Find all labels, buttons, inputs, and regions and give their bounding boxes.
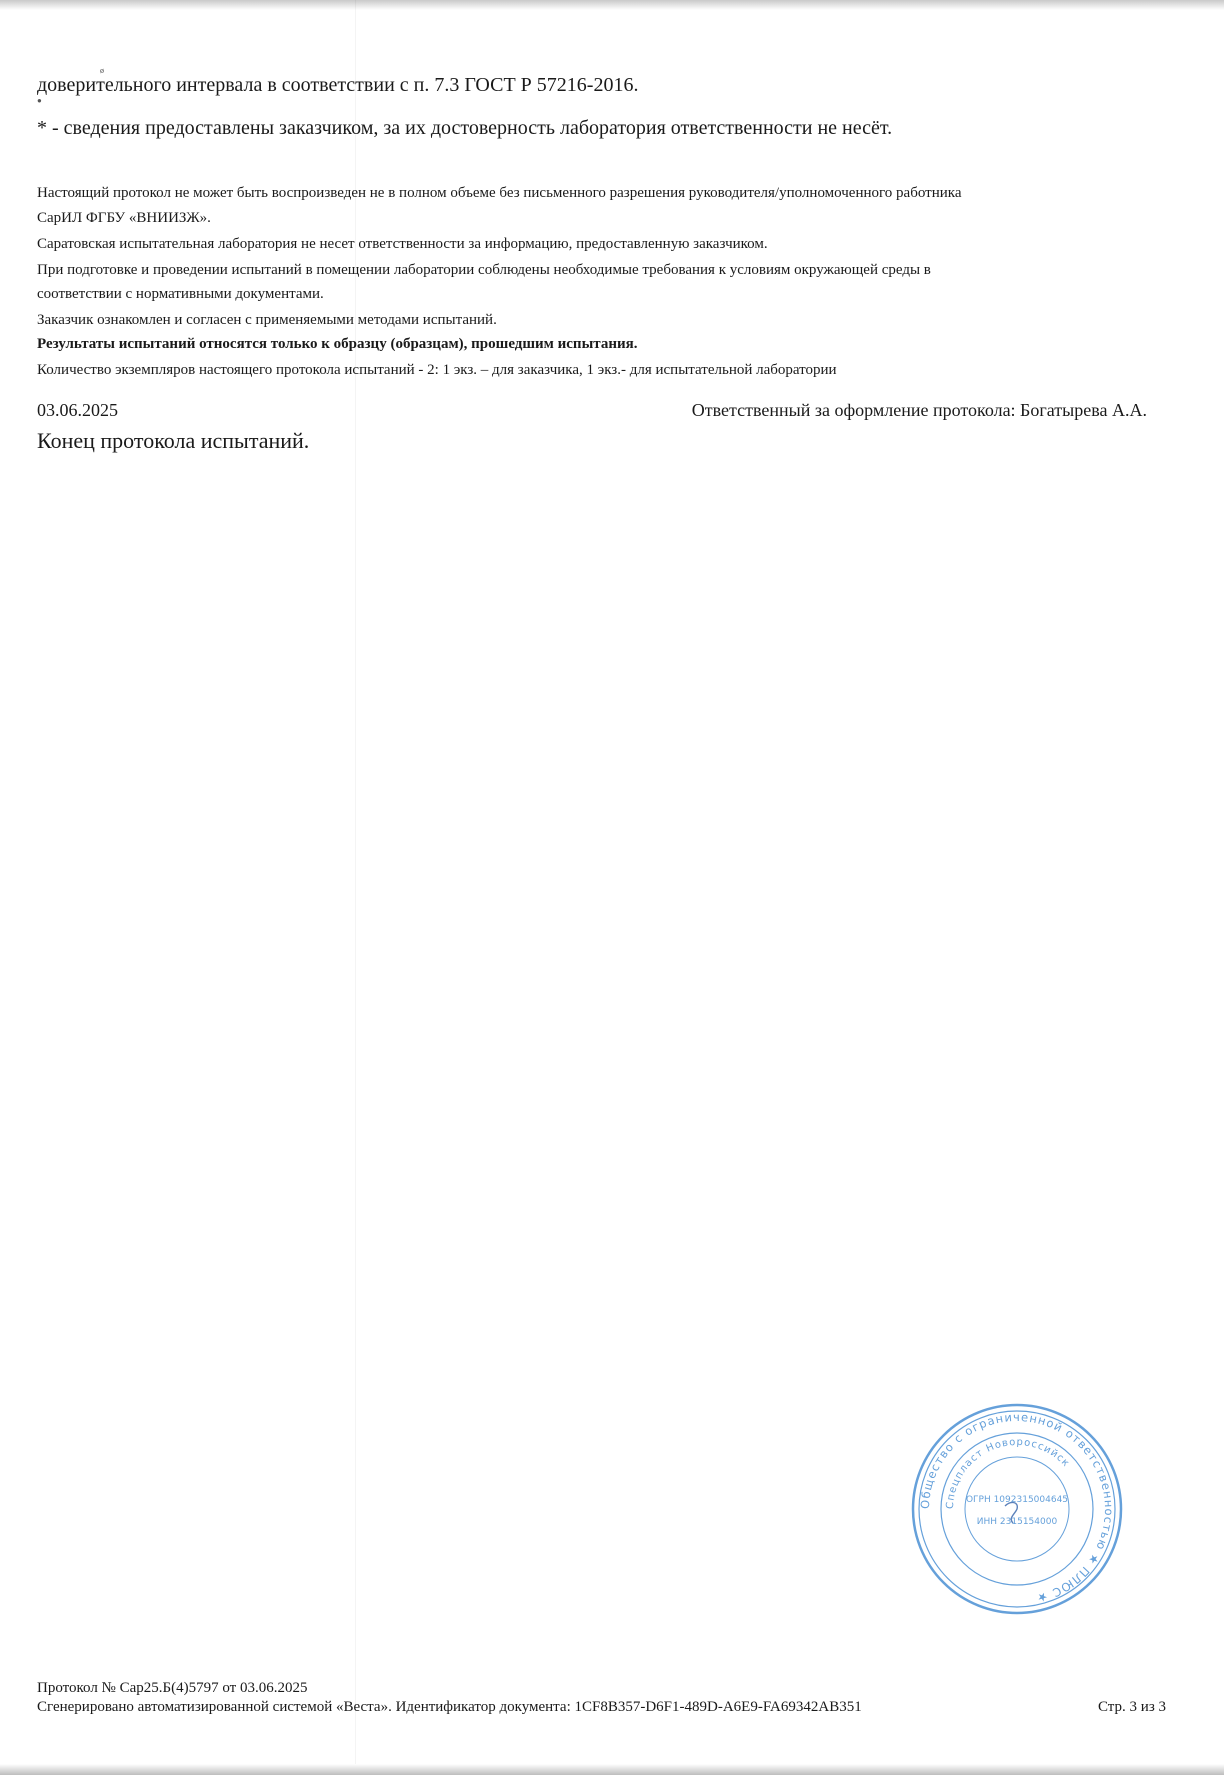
seal-inn: ИНН 2315154000 xyxy=(976,1517,1058,1527)
scan-mark: ● xyxy=(37,96,42,105)
note-results: Результаты испытаний относятся только к образцу (образцам), прошедшим испытания. xyxy=(37,336,638,352)
note-reproduction-cont: СарИЛ ФГБУ «ВНИИЗЖ». xyxy=(37,210,211,226)
seal-ogrn: ОГРН 1092315004645 xyxy=(965,1495,1069,1505)
note-methods: Заказчик ознакомлен и согласен с применяемыми методами испытаний. xyxy=(37,312,497,328)
protocol-end: Конец протокола испытаний. xyxy=(37,428,310,453)
footer-generated: Сгенерировано автоматизированной системой «Веста». Идентификатор документа: 1CF8B357-D6F1-489D-A6E9-FA69342AB351 xyxy=(37,1699,862,1715)
signoff-date: 03.06.2025 xyxy=(37,400,118,420)
seal-inner-text: Спецпласт Новороссийск xyxy=(944,1436,1072,1510)
scan-edge-bottom xyxy=(0,1764,1224,1775)
intro-continuation: доверительного интервала в соответствии с п. 7.3 ГОСТ Р 57216-2016. xyxy=(37,74,639,96)
footer-protocol: Протокол № Сар25.Б(4)5797 от 03.06.2025 xyxy=(37,1680,308,1696)
seal-outer-text: Общество с ограниченной ответственностью ★ ПЛЮС ★ xyxy=(917,1409,1117,1606)
footer-page-number: Стр. 3 из 3 xyxy=(1098,1699,1166,1715)
note-environment-cont: соответствии с нормативными документами. xyxy=(37,286,324,302)
organization-seal xyxy=(910,1402,1124,1616)
note-liability: Саратовская испытательная лаборатория не несет ответственности за информацию, предоставленную заказчиком. xyxy=(37,236,768,252)
note-environment: При подготовке и проведении испытаний в помещении лаборатории соблюдены необходимые требования к условиям окружающей среды в xyxy=(37,262,931,278)
scan-edge-top xyxy=(0,0,1224,10)
signoff-responsible: Ответственный за оформление протокола: Богатырева А.А. xyxy=(691,400,1147,420)
scan-mark: ø xyxy=(100,66,104,75)
footnote: * - сведения предоставлены заказчиком, за их достоверность лаборатория ответственности не несёт. xyxy=(37,117,893,139)
note-reproduction: Настоящий протокол не может быть воспроизведен не в полном объеме без письменного разрешения руководителя/уполномоченного работника xyxy=(37,185,962,201)
note-copies: Количество экземпляров настоящего протокола испытаний - 2: 1 экз. – для заказчика, 1 экз.- для испытательной лаборатории xyxy=(37,362,837,378)
